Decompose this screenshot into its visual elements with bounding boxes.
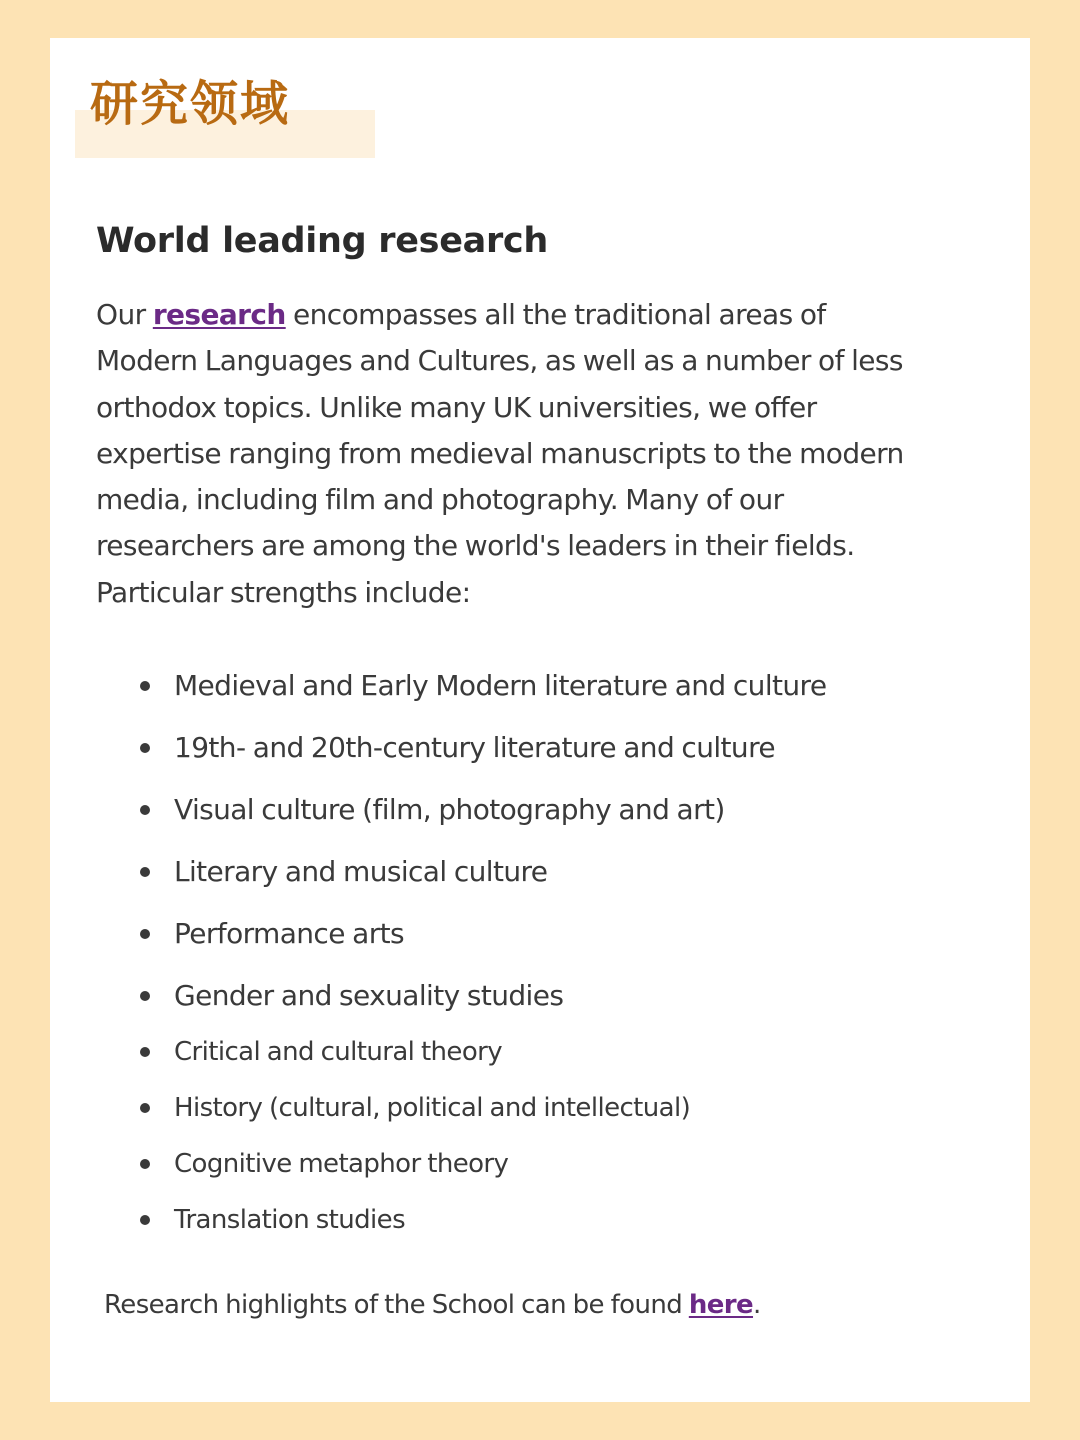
page-title: 研究领域 (90, 76, 291, 132)
list-item: Gender and sexuality studies (174, 976, 563, 1016)
list-item: Translation studies (174, 1201, 405, 1239)
intro-lead: Our (96, 298, 153, 331)
content-card (50, 38, 1030, 1402)
list-item: History (cultural, political and intellectual) (174, 1089, 690, 1127)
intro-line: Modern Languages and Cultures, as well as a number of less (96, 344, 903, 378)
footer-text: Research highlights of the School can be found (104, 1290, 689, 1320)
footer-note (104, 1286, 761, 1324)
intro-paragraph (96, 292, 996, 616)
intro-line: Particular strengths include: (96, 575, 471, 609)
list-item: Medieval and Early Modern literature and culture (174, 666, 826, 706)
list-item: Cognitive metaphor theory (174, 1145, 508, 1183)
list-item: Literary and musical culture (174, 852, 547, 892)
list-item: 19th- and 20th-century literature and culture (174, 728, 775, 768)
intro-line: orthodox topics. Unlike many UK universities, we offer (96, 390, 817, 424)
intro-line: expertise ranging from medieval manuscripts to the modern (96, 436, 904, 470)
intro-line-rest: encompasses all the traditional areas of (285, 298, 826, 331)
intro-line: researchers are among the world's leaders in their fields. (96, 529, 855, 563)
list-item: Performance arts (174, 914, 404, 954)
research-link[interactable]: research (152, 298, 286, 331)
intro-line: media, including film and photography. Many of our (96, 483, 784, 517)
here-link[interactable]: here (688, 1290, 754, 1320)
list-item: Critical and cultural theory (174, 1033, 502, 1071)
footer-period: . (753, 1290, 761, 1320)
section-heading: World leading research (96, 221, 548, 261)
intro-line (96, 292, 996, 338)
list-item: Visual culture (film, photography and art) (174, 790, 725, 830)
